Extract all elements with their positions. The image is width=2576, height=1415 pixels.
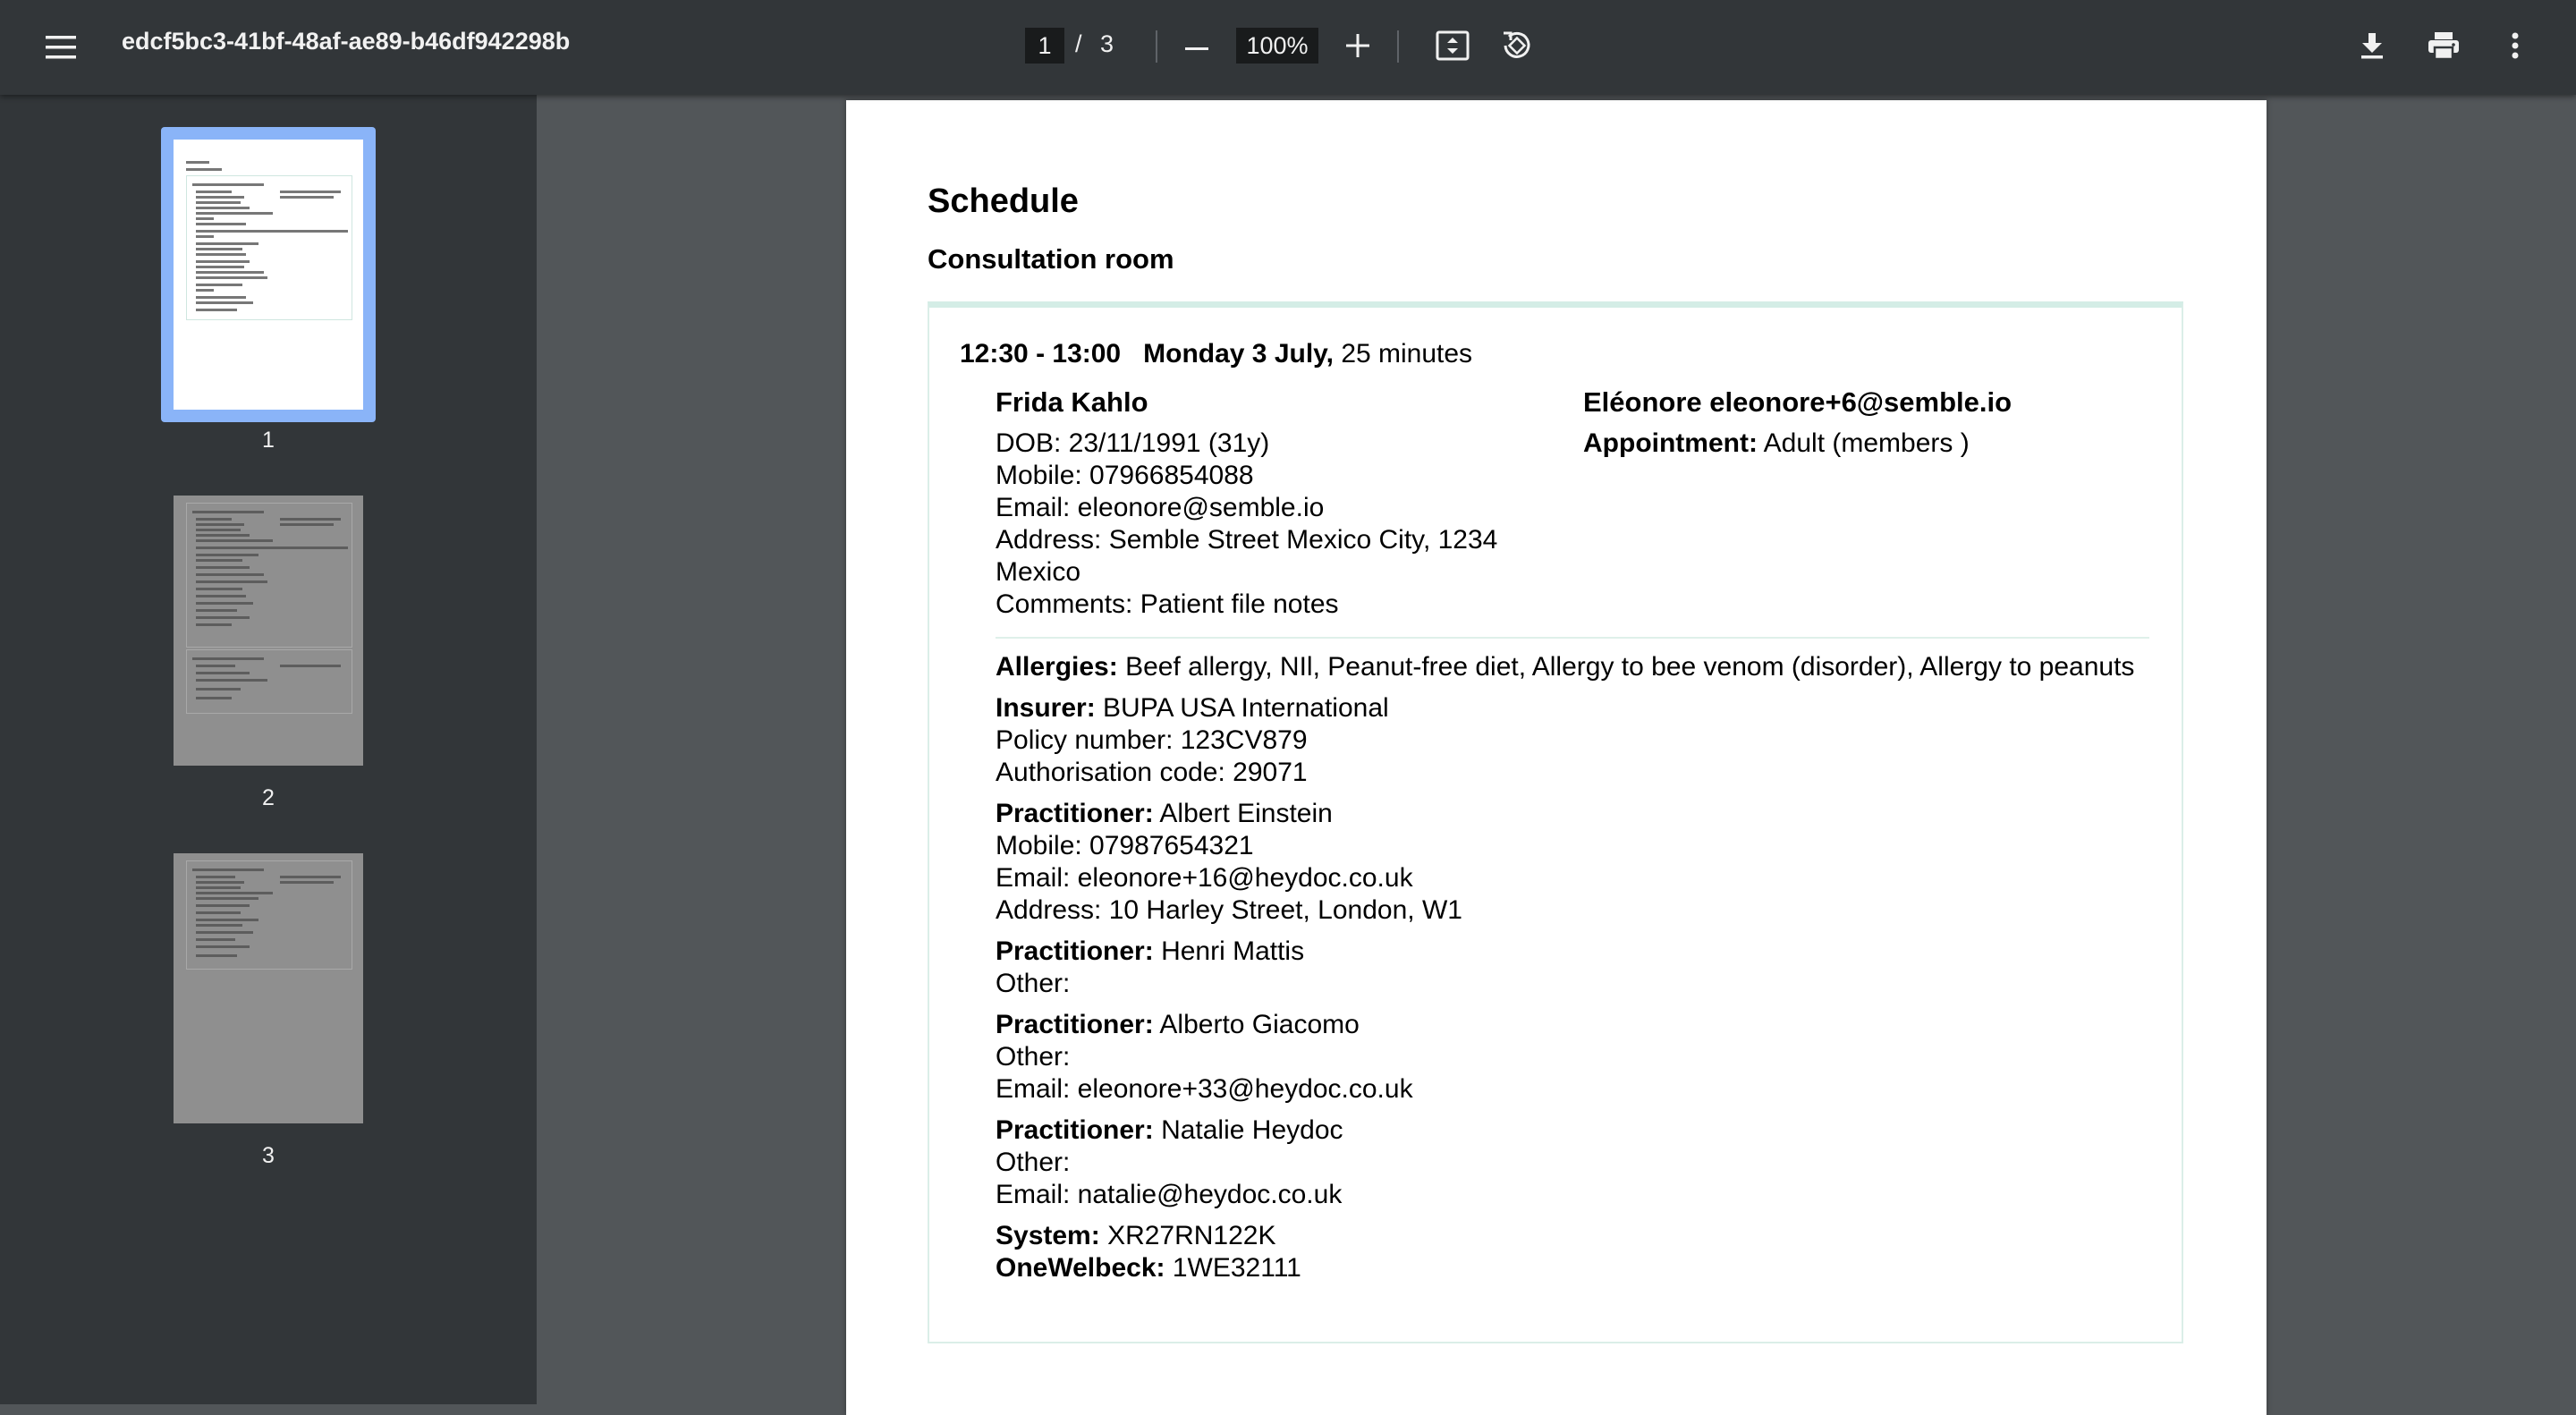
thumbnail-page-2[interactable] (174, 496, 363, 766)
authorisation-code: Authorisation code: 29071 (996, 758, 1308, 787)
more-options-button[interactable] (2490, 22, 2540, 72)
patient-comments: Comments: Patient file notes (996, 589, 1339, 619)
section-divider (996, 637, 2149, 639)
appointment-details (996, 651, 2158, 1293)
patient-dob: DOB: 23/11/1991 (31y) (996, 428, 1270, 458)
staff-details (1583, 386, 2012, 460)
download-icon (2360, 31, 2385, 64)
more-vert-icon (2512, 32, 2519, 64)
insurer-block: Insurer: BUPA USA International Policy number: 123CV879 Authorisation code: 29071 (996, 692, 2158, 789)
onewelbeck-id: 1WE32111 (1172, 1253, 1301, 1283)
practitioner-block: Practitioner: Albert Einstein Mobile: 07987654321 Email: eleonore+16@heydoc.co.uk Address: 10 Harley Street, London, W1 (996, 799, 1462, 925)
print-icon (2428, 31, 2460, 64)
thumbnail-label-2: 2 (262, 785, 275, 810)
thumbnail-sidebar (0, 95, 537, 1404)
toolbar-divider (1397, 30, 1399, 63)
zoom-out-button[interactable] (1174, 24, 1220, 71)
practitioner-name: Alberto Giacomo (1159, 1010, 1360, 1039)
appointment-card (928, 301, 2183, 1343)
practitioner-block: Practitioner: Natalie Heydoc Other: Email: natalie@heydoc.co.uk (996, 1115, 1343, 1209)
insurer-name: BUPA USA International (1103, 693, 1389, 723)
practitioner-name: Albert Einstein (1159, 799, 1333, 828)
practitioner-name: Natalie Heydoc (1161, 1115, 1343, 1145)
fit-page-button[interactable] (1428, 22, 1478, 72)
system-ids: System: XR27RN122K OneWelbeck: 1WE32111 (996, 1221, 1301, 1283)
patient-details (996, 386, 1497, 621)
practitioner-name: Henri Mattis (1161, 936, 1305, 966)
pdf-page (846, 100, 2267, 1415)
page-separator: / (1075, 30, 1082, 57)
system-id: XR27RN122K (1107, 1221, 1276, 1250)
allergies: Allergies: Beef allergy, NIl, Peanut-free diet, Allergy to bee venom (disorder), Allergy to peanuts (996, 652, 2135, 682)
policy-number: Policy number: 123CV879 (996, 725, 1308, 755)
appointment-type: Appointment: Adult (members ) (1583, 428, 1970, 458)
print-button[interactable] (2419, 22, 2469, 72)
page-total: 3 (1100, 30, 1114, 57)
appointment-summary (960, 339, 1472, 369)
page-number-input[interactable] (1025, 28, 1064, 64)
appointment-time: 12:30 - 13:00 (960, 339, 1122, 369)
pdf-toolbar (0, 0, 2576, 95)
menu-icon[interactable] (36, 24, 86, 71)
thumbnail-page-3[interactable] (174, 853, 363, 1123)
patient-mobile: Mobile: 07966854088 (996, 461, 1254, 490)
thumbnail-label-3: 3 (262, 1143, 275, 1168)
thumbnail-label-1: 1 (262, 428, 275, 453)
download-button[interactable] (2347, 22, 2397, 72)
patient-address-country: Mexico (996, 557, 1081, 587)
page-heading: Schedule (928, 182, 1079, 220)
toolbar-divider (1156, 30, 1157, 63)
minus-icon (1185, 39, 1208, 55)
practitioner-block: Practitioner: Alberto Giacomo Other: Email: eleonore+33@heydoc.co.uk (996, 1010, 1413, 1104)
room-heading: Consultation room (928, 243, 1174, 275)
rotate-button[interactable] (1492, 22, 1542, 72)
patient-address: Address: Semble Street Mexico City, 1234 (996, 525, 1498, 555)
thumbnail-page-1[interactable] (174, 140, 363, 410)
practitioner-block: Practitioner: Henri Mattis Other: (996, 936, 1305, 998)
rotate-icon (1500, 29, 1534, 67)
patient-name: Frida Kahlo (996, 386, 1148, 418)
appointment-date: Monday 3 July, (1143, 339, 1334, 369)
staff-name: Eléonore eleonore+6@semble.io (1583, 386, 2012, 418)
zoom-in-button[interactable] (1335, 24, 1381, 71)
document-title: edcf5bc3-41bf-48af-ae89-b46df942298b (122, 28, 571, 55)
patient-email: Email: eleonore@semble.io (996, 493, 1325, 522)
appointment-duration: 25 minutes (1341, 339, 1473, 369)
plus-icon (1346, 34, 1369, 62)
zoom-input[interactable] (1236, 28, 1318, 64)
fit-page-icon (1436, 30, 1470, 65)
